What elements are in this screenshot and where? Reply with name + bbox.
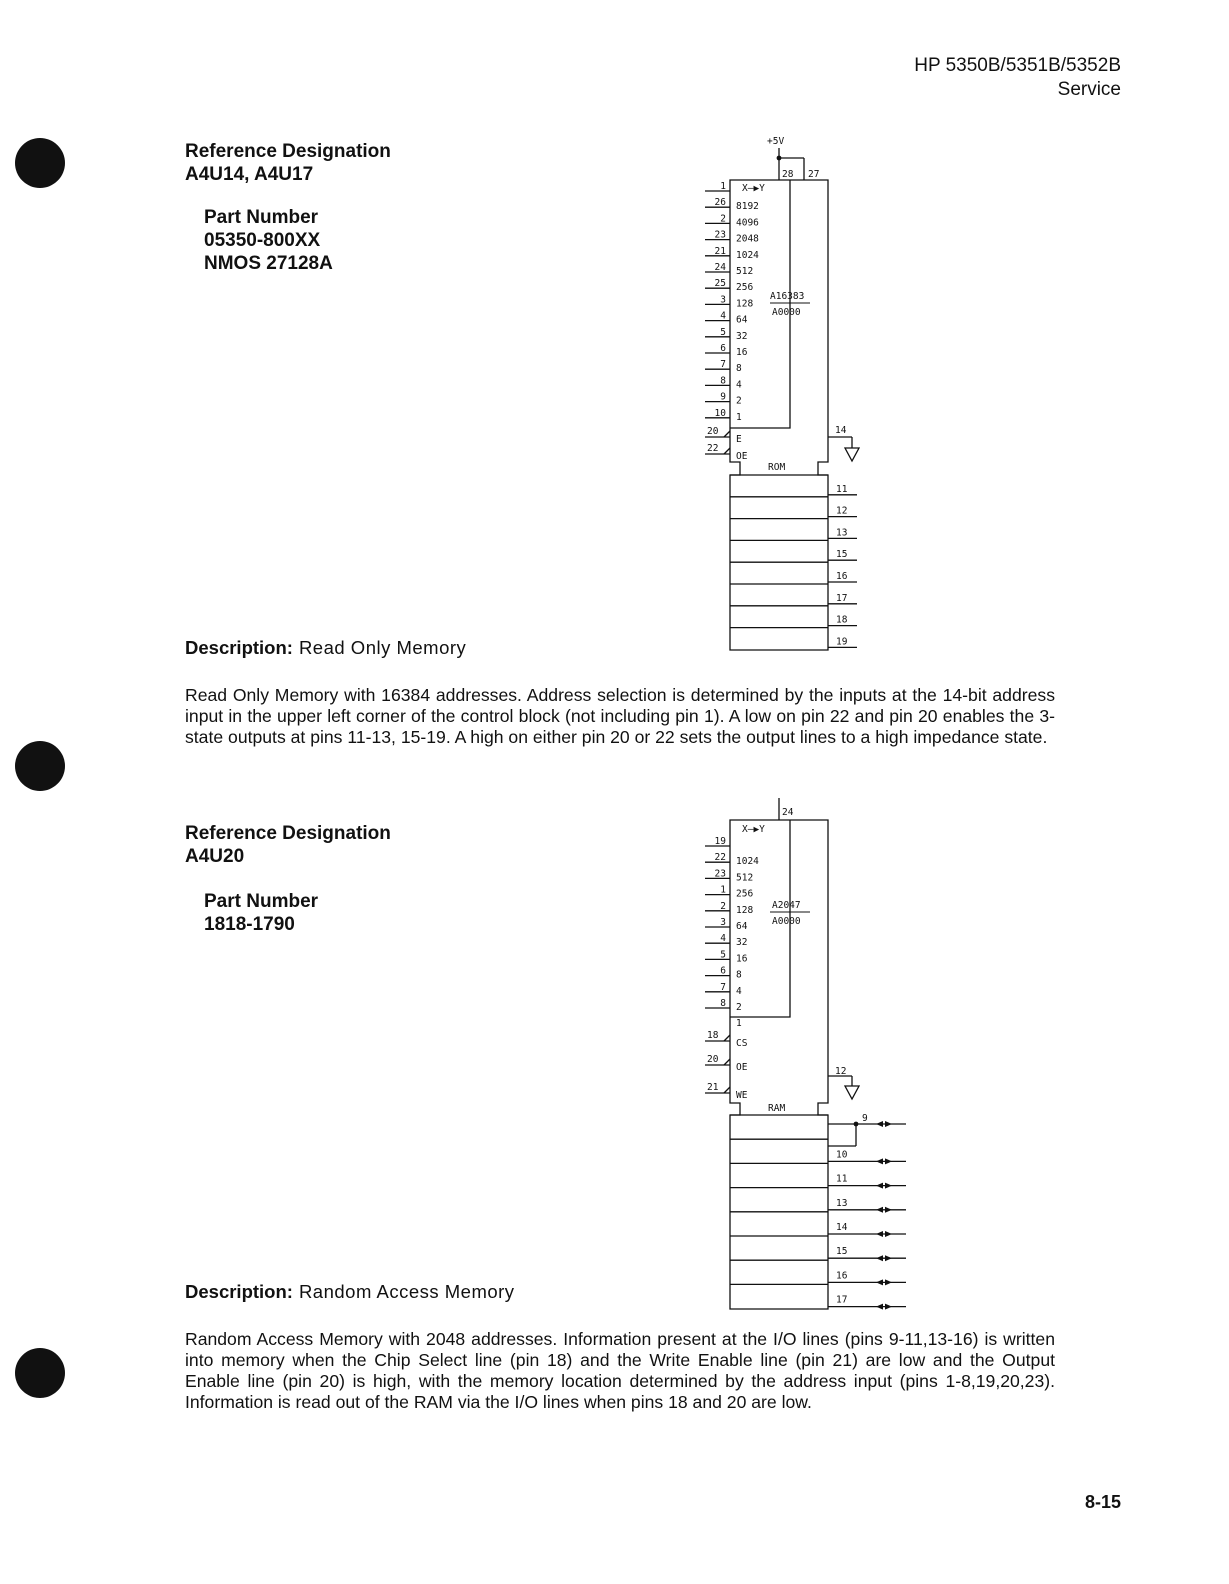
- ram-addr-weight: 128: [736, 904, 754, 916]
- rom-addr-pin: 1: [720, 181, 726, 192]
- rom-pin-27: 27: [808, 169, 820, 180]
- ram-io-arrow-in: [876, 1255, 883, 1261]
- ram-io-arrow-out: [885, 1279, 892, 1285]
- rom-pin-28: 28: [782, 169, 794, 180]
- rom-out-pin: 12: [836, 505, 848, 517]
- ram-addr-weight: 64: [736, 921, 748, 932]
- ram-ctrl-label: WE: [736, 1090, 748, 1101]
- rom-desc-label: Description:: [185, 637, 293, 658]
- ram-io-arrow-out: [885, 1121, 892, 1127]
- rom-addr-weight: 16: [736, 347, 748, 358]
- ram-io-pin: 15: [836, 1246, 848, 1258]
- rom-addr-weight: 64: [736, 314, 748, 326]
- ram-ctrl-pin: 18: [707, 1030, 719, 1041]
- ram-part-label: Part Number: [204, 891, 319, 912]
- rom-range-top: A16383: [770, 291, 805, 302]
- rom-part-value: 05350-800XX: [204, 230, 321, 251]
- ram-io-arrow-in: [876, 1183, 883, 1189]
- rom-desc-value: Read Only Memory: [298, 637, 467, 658]
- rom-output-pins: [730, 484, 857, 648]
- ram-io-arrow-in: [876, 1231, 883, 1237]
- ram-ctrl-label: OE: [736, 1062, 748, 1073]
- ram-control-pins: [705, 1030, 748, 1101]
- rom-addr-pin: 7: [720, 359, 726, 371]
- ram-io-pin: 14: [836, 1222, 848, 1233]
- ram-io-pin: 10: [836, 1149, 848, 1161]
- ram-ctrl-pin: 21: [707, 1082, 719, 1093]
- ram-addr-pin: 4: [720, 933, 726, 945]
- ram-io-arrow-out: [885, 1207, 892, 1213]
- rom-part-type: NMOS 27128A: [204, 253, 333, 274]
- rom-ctrl-negation: [724, 431, 730, 437]
- ram-io-arrow-out: [885, 1231, 892, 1237]
- rom-ctrl-label: E: [736, 434, 742, 445]
- rom-name: ROM: [768, 462, 786, 473]
- ram-io-arrow-out: [885, 1183, 892, 1189]
- ram-ctrl-pin: 20: [707, 1054, 719, 1065]
- rom-addr-weight: 8: [736, 363, 742, 375]
- ram-pin-24: 24: [782, 807, 794, 818]
- rom-addr-pin: 4: [720, 310, 726, 322]
- ram-ref-label: Reference Designation: [185, 823, 391, 844]
- header-model: HP 5350B/5351B/5352B: [914, 55, 1121, 76]
- ram-name: RAM: [768, 1103, 786, 1114]
- ram-addr-pin: 8: [720, 998, 726, 1009]
- ram-addr-weight: 8: [736, 969, 742, 981]
- page-number: 8-15: [1084, 1492, 1121, 1512]
- rom-out-pin: 13: [836, 527, 848, 539]
- ram-addr-weight: 4: [736, 985, 742, 997]
- ram-io-arrow-out: [885, 1304, 892, 1310]
- ram-io-pin: 9: [862, 1113, 868, 1124]
- rom-address-pins: [705, 181, 759, 423]
- ram-addr-pin: 3: [720, 917, 726, 928]
- rom-addr-pin: 10: [714, 407, 726, 419]
- rom-out-pin: 15: [836, 549, 848, 561]
- ram-io-arrow-in: [876, 1207, 883, 1213]
- ram-addr-weight: 1024: [736, 856, 759, 868]
- ram-addr-pin: 7: [720, 981, 726, 993]
- rom-addr-pin: 2: [720, 213, 726, 225]
- rom-addr-pin: 9: [720, 391, 726, 403]
- ram-ctrl-negation: [724, 1087, 730, 1093]
- rom-addr-weight: 1: [736, 411, 742, 423]
- rom-ctrl-pin: 20: [707, 426, 719, 437]
- ram-addr-weight: 16: [736, 953, 748, 965]
- rom-addr-pin: 24: [714, 262, 726, 273]
- rom-paragraph: Read Only Memory with 16384 addresses. Address selection is determined by the inputs at the 14-bit address input in the upper left corner of the control block (not including pin 1). A low on pin 22 and pin 20 enables the 3-state outputs at pins 11-13, 15-19. A high on either pin 20 or 22 sets the output lines to a high impedance state.: [185, 685, 1055, 747]
- ram-addr-weight: 1: [736, 1018, 742, 1030]
- rom-addr-pin: 5: [720, 326, 726, 338]
- ram-io-arrow-in: [876, 1121, 883, 1127]
- ram-address-pins: [705, 836, 759, 1029]
- ram-addr-pin: 23: [714, 868, 726, 880]
- rom-out-pin: 17: [836, 592, 848, 604]
- ram-desc-value: Random Access Memory: [298, 1281, 515, 1302]
- rom-addr-weight: 32: [736, 330, 748, 342]
- ram-ref-value: A4U20: [185, 846, 245, 867]
- ram-gnd-pin: 12: [835, 1066, 847, 1077]
- rom-out-pin: 19: [836, 636, 848, 648]
- rom-range-bottom: A0000: [772, 307, 801, 318]
- ram-xy-label: X—▶Y: [742, 824, 765, 835]
- rom-control-pins: [705, 426, 748, 462]
- rom-addr-weight: 4096: [736, 217, 759, 229]
- ram-paragraph: Random Access Memory with 2048 addresses. Information present at the I/O lines (pins 9-11,13-16) is written into memory when the Chip Select line (pin 18) and the Write Enable line (pin 21) are low and the Output Enable line (pin 20) is high, with the memory location determined by the address input (pins 1-8,19,20,23). Information is read out of the RAM via the I/O lines when pins 18 and 20 are low.: [185, 1329, 1055, 1412]
- ram-ctrl-negation: [724, 1035, 730, 1041]
- rom-out-pin: 16: [836, 571, 848, 582]
- rom-addr-weight: 128: [736, 298, 754, 310]
- rom-addr-weight: 2: [736, 395, 742, 407]
- ram-addr-weight: 256: [736, 888, 754, 900]
- rom-out-pin: 18: [836, 614, 848, 626]
- ram-part-value: 1818-1790: [204, 914, 295, 935]
- rom-addr-pin: 8: [720, 375, 726, 387]
- ram-addr-pin: 6: [720, 965, 726, 977]
- ram-range-bottom: A0000: [772, 916, 801, 927]
- rom-addr-pin: 3: [720, 294, 726, 306]
- rom-ref-label: Reference Designation: [185, 141, 391, 162]
- ram-io-arrow-out: [885, 1158, 892, 1164]
- header-section: Service: [1057, 79, 1121, 100]
- rom-gnd-pin: 14: [835, 425, 847, 436]
- ram-addr-pin: 22: [714, 852, 726, 864]
- ram-desc-label: Description:: [185, 1281, 293, 1302]
- ram-io-pin: 11: [836, 1173, 848, 1185]
- ram-io-pin: 13: [836, 1197, 848, 1209]
- rom-ctrl-label: OE: [736, 451, 748, 462]
- ram-io-arrow-in: [876, 1279, 883, 1285]
- rom-addr-pin: 25: [714, 278, 726, 290]
- ram-schematic: [705, 798, 906, 1310]
- rom-addr-pin: 23: [714, 229, 726, 241]
- ram-addr-pin: 5: [720, 949, 726, 961]
- rom-addr-weight: 2048: [736, 233, 759, 245]
- rom-part-label: Part Number: [204, 207, 319, 228]
- rom-supply-label: +5V: [767, 136, 785, 147]
- rom-ctrl-pin: 22: [707, 443, 719, 454]
- ram-addr-weight: 32: [736, 937, 748, 949]
- ram-io-pin: 16: [836, 1270, 848, 1282]
- rom-ctrl-negation: [724, 448, 730, 454]
- rom-addr-pin: 21: [714, 245, 726, 257]
- ram-io-pins: [730, 1113, 906, 1310]
- ram-io-arrow-in: [876, 1304, 883, 1310]
- rom-addr-weight: 512: [736, 266, 754, 277]
- rom-addr-pin: 26: [714, 197, 726, 209]
- rom-addr-weight: 1024: [736, 249, 759, 261]
- ram-io-pin: 17: [836, 1294, 848, 1306]
- rom-xy-label: X—▶Y: [742, 183, 765, 194]
- rom-addr-weight: 256: [736, 282, 754, 294]
- rom-out-pin: 11: [836, 483, 848, 495]
- ram-range-top: A2047: [772, 900, 801, 911]
- ram-addr-weight: 512: [736, 872, 754, 884]
- rom-schematic: [705, 136, 859, 650]
- ram-addr-weight: 2: [736, 1002, 742, 1013]
- rom-addr-weight: 8192: [736, 201, 759, 213]
- ram-addr-pin: 2: [720, 900, 726, 912]
- rom-addr-weight: 4: [736, 379, 742, 391]
- ram-addr-pin: 19: [714, 836, 726, 847]
- ram-io-arrow-in: [876, 1158, 883, 1164]
- ram-addr-pin: 1: [720, 884, 726, 896]
- ram-io-arrow-out: [885, 1255, 892, 1261]
- ram-ctrl-label: CS: [736, 1038, 748, 1049]
- rom-addr-pin: 6: [720, 343, 726, 354]
- rom-ref-value: A4U14, A4U17: [185, 164, 314, 185]
- ram-ctrl-negation: [724, 1059, 730, 1065]
